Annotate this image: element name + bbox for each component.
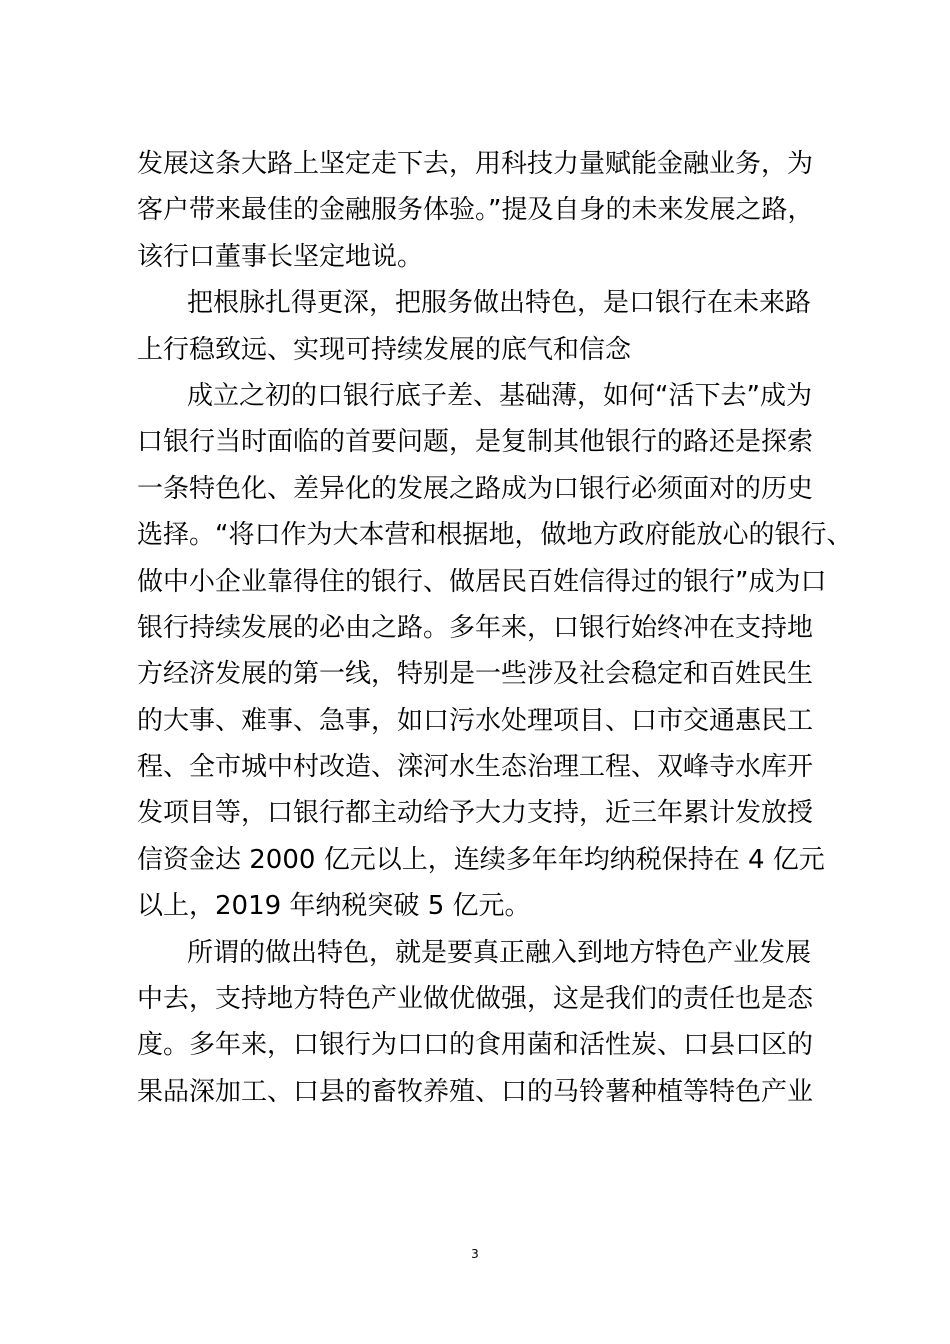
- text-line: 该行口董事长坚定地说。: [137, 241, 424, 272]
- text-line: 程、全市城中村改造、滦河水生态治理工程、双峰寺水库开: [137, 752, 814, 783]
- paragraph-start-line: 把根脉扎得更深，把服务做出特色，是口银行在未来路: [187, 288, 812, 319]
- text-line: 的大事、难事、急事，如口污水处理项目、口市交通惠民工: [137, 705, 814, 736]
- text-line: 以上，2019 年纳税突破 5 亿元。: [137, 891, 531, 922]
- text-line: 上行稳致远、实现可持续发展的底气和信念: [137, 334, 632, 365]
- page-number: 3: [471, 1247, 479, 1261]
- body-text: [137, 141, 853, 1115]
- text-line: 方经济发展的第一线，特别是一些涉及社会稳定和百姓民生: [137, 659, 814, 690]
- text-line: 口银行当时面临的首要问题，是复制其他银行的路还是探索: [137, 427, 814, 458]
- text-line: 客户带来最佳的金融服务体验。”提及自身的未来发展之路，: [137, 195, 814, 226]
- text-line: 银行持续发展的必由之路。多年来，口银行始终冲在支持地: [137, 612, 814, 643]
- text-line: 信资金达 2000 亿元以上，连续多年年均纳税保持在 4 亿元: [137, 844, 825, 875]
- text-line: 度。多年来，口银行为口口的食用菌和活性炭、口县口区的: [137, 1030, 814, 1061]
- text-line: 果品深加工、口县的畜牧养殖、口的马铃薯种植等特色产业: [137, 1076, 814, 1107]
- text-line: 选择。“将口作为大本营和根据地，做地方政府能放心的银行、: [137, 520, 853, 551]
- text-line: 做中小企业靠得住的银行、做居民百姓信得过的银行”成为口: [137, 566, 827, 597]
- text-line: 发项目等，口银行都主动给予大力支持，近三年累计发放授: [137, 798, 814, 829]
- text-line: 一条特色化、差异化的发展之路成为口银行必须面对的历史: [137, 473, 814, 504]
- paragraph-start-line: 所谓的做出特色，就是要真正融入到地方特色产业发展: [187, 937, 812, 968]
- paragraph-start-line: 成立之初的口银行底子差、基础薄，如何“活下去”成为: [187, 380, 812, 411]
- text-line: 发展这条大路上坚定走下去，用科技力量赋能金融业务，为: [137, 149, 814, 179]
- text-line: 中去，支持地方特色产业做优做强，这是我们的责任也是态: [137, 984, 814, 1015]
